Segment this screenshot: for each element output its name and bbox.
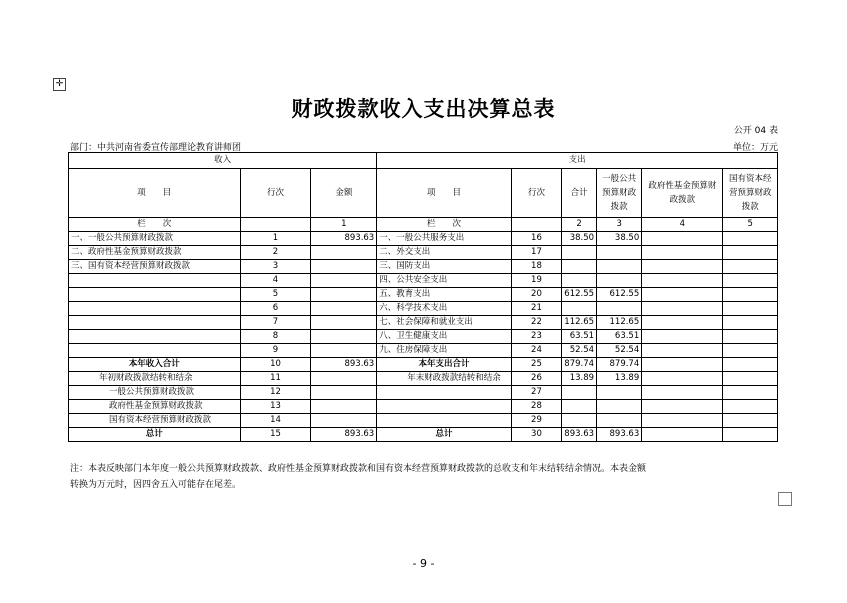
income-line-no-cell: 4 [240,274,311,288]
expense-item-cell: 年末财政拨款结转和结余 [377,372,512,386]
expense-state-capital-cell [723,400,778,414]
table-row [69,344,778,358]
expense-state-capital-cell [723,288,778,302]
section-header-row [69,153,778,169]
expense-line-no-cell: 25 [511,358,561,372]
expense-state-capital-cell [723,372,778,386]
income-amount-cell: 893.63 [311,358,377,372]
expense-total-cell [562,246,597,260]
table-row [69,316,778,330]
page-title: 财政拨款收入支出决算总表 [291,96,556,121]
expense-item-cell: 本年支出合计 [377,358,512,372]
column-number-cell: 2 [562,218,597,232]
income-item-cell [69,274,241,288]
expense-line-no-cell: 21 [511,302,561,316]
table-row [69,372,778,386]
expense-line-no-cell: 27 [511,386,561,400]
expense-total-cell: 112.65 [562,316,597,330]
expense-state-capital-cell [723,316,778,330]
header-line-no: 行次 [240,169,311,218]
column-header-row [69,169,778,218]
table-row [69,386,778,400]
table-move-handle-icon[interactable]: ✛ [53,78,66,91]
department-label: 部门：中共河南省委宣传部理论教育讲师团 [70,143,242,153]
table-row [69,302,778,316]
column-number-cell: 栏 次 [377,218,512,232]
expense-general-budget-cell [597,302,642,316]
income-item-cell: 本年收入合计 [69,358,241,372]
expense-state-capital-cell [723,428,778,442]
income-item-cell: 一般公共预算财政拨款 [69,386,241,400]
income-line-no-cell: 6 [240,302,311,316]
expense-general-budget-cell: 893.63 [597,428,642,442]
expense-state-capital-cell [723,344,778,358]
expense-general-budget-cell: 52.54 [597,344,642,358]
expense-gov-fund-cell [642,400,723,414]
expense-line-no-cell: 20 [511,288,561,302]
expense-line-no-cell: 28 [511,400,561,414]
expense-general-budget-cell: 879.74 [597,358,642,372]
income-line-no-cell: 14 [240,414,311,428]
table-row [69,288,778,302]
header-total: 合计 [562,169,597,218]
column-number-cell: 栏 次 [69,218,241,232]
income-amount-cell: 893.63 [311,428,377,442]
income-item-cell: 年初财政拨款结转和结余 [69,372,241,386]
unit-label: 单位：万元 [732,143,778,153]
table-row [69,428,778,442]
table-row [69,260,778,274]
page-corner-marker [778,492,792,506]
expense-gov-fund-cell [642,316,723,330]
column-number-cell: 1 [311,218,377,232]
income-amount-cell [311,316,377,330]
expense-general-budget-cell [597,246,642,260]
expense-total-cell: 13.89 [562,372,597,386]
income-amount-cell [311,246,377,260]
header-general-budget: 一般公共预算财政拨款 [597,169,642,218]
table-row [69,414,778,428]
income-section-header: 收入 [69,153,377,169]
expense-line-no-cell: 29 [511,414,561,428]
income-amount-cell [311,288,377,302]
income-amount-cell [311,260,377,274]
expense-total-cell [562,274,597,288]
income-amount-cell: 893.63 [311,232,377,246]
header-item: 项 目 [69,169,241,218]
expense-total-cell [562,386,597,400]
expense-gov-fund-cell [642,386,723,400]
header-line-no-expense: 行次 [511,169,561,218]
income-line-no-cell: 10 [240,358,311,372]
expense-total-cell: 879.74 [562,358,597,372]
income-item-cell: 国有资本经营预算财政拨款 [69,414,241,428]
income-amount-cell [311,400,377,414]
income-amount-cell [311,414,377,428]
income-line-no-cell: 11 [240,372,311,386]
expense-gov-fund-cell [642,344,723,358]
expense-line-no-cell: 24 [511,344,561,358]
expense-total-cell [562,400,597,414]
expense-general-budget-cell [597,386,642,400]
expense-item-cell: 八、卫生健康支出 [377,330,512,344]
expense-item-cell [377,386,512,400]
expense-total-cell [562,414,597,428]
expense-state-capital-cell [723,274,778,288]
note-line-1: 注：本表反映部门本年度一般公共预算财政拨款、政府性基金预算财政拨款和国有资本经营预算财政拨款的总收支和年末结转结余情况。本表金额 [70,464,647,474]
expense-item-cell: 六、科学技术支出 [377,302,512,316]
income-item-cell [69,330,241,344]
column-number-cell: 3 [597,218,642,232]
expense-state-capital-cell [723,330,778,344]
expense-item-cell: 七、社会保障和就业支出 [377,316,512,330]
expense-item-cell: 四、公共安全支出 [377,274,512,288]
expense-total-cell: 38.50 [562,232,597,246]
finance-summary-table [68,152,778,442]
income-amount-cell [311,344,377,358]
income-item-cell [69,316,241,330]
column-number-cell [240,218,311,232]
income-line-no-cell: 9 [240,344,311,358]
table-code: 公开 04 表 [733,126,778,136]
expense-state-capital-cell [723,414,778,428]
income-item-cell: 政府性基金预算财政拨款 [69,400,241,414]
income-amount-cell [311,386,377,400]
expense-state-capital-cell [723,260,778,274]
expense-gov-fund-cell [642,288,723,302]
header-gov-fund: 政府性基金预算财政拨款 [642,169,723,218]
income-line-no-cell: 1 [240,232,311,246]
expense-total-cell: 612.55 [562,288,597,302]
expense-total-cell [562,260,597,274]
column-number-row [69,218,778,232]
expense-gov-fund-cell [642,358,723,372]
note-line-2: 转换为万元时，因四舍五入可能存在尾差。 [70,480,242,490]
expense-line-no-cell: 18 [511,260,561,274]
expense-gov-fund-cell [642,232,723,246]
expense-general-budget-cell [597,274,642,288]
income-line-no-cell: 12 [240,386,311,400]
expense-line-no-cell: 16 [511,232,561,246]
expense-line-no-cell: 23 [511,330,561,344]
income-amount-cell [311,274,377,288]
income-amount-cell [311,330,377,344]
income-line-no-cell: 2 [240,246,311,260]
income-amount-cell [311,372,377,386]
income-item-cell: 二、政府性基金预算财政拨款 [69,246,241,260]
expense-item-cell: 三、国防支出 [377,260,512,274]
income-item-cell: 一、一般公共预算财政拨款 [69,232,241,246]
table-row [69,274,778,288]
expense-general-budget-cell: 13.89 [597,372,642,386]
expense-gov-fund-cell [642,330,723,344]
table-note [70,461,750,493]
expense-general-budget-cell [597,400,642,414]
expense-state-capital-cell [723,386,778,400]
expense-state-capital-cell [723,246,778,260]
income-item-cell: 三、国有资本经营预算财政拨款 [69,260,241,274]
income-item-cell: 总计 [69,428,241,442]
expense-item-cell: 二、外交支出 [377,246,512,260]
income-line-no-cell: 3 [240,260,311,274]
income-item-cell [69,302,241,316]
income-amount-cell [311,302,377,316]
page-number: - 9 - [412,557,435,570]
income-line-no-cell: 13 [240,400,311,414]
expense-item-cell: 总计 [377,428,512,442]
expense-gov-fund-cell [642,274,723,288]
column-number-cell [511,218,561,232]
expense-line-no-cell: 22 [511,316,561,330]
expense-general-budget-cell: 612.55 [597,288,642,302]
table-row [69,246,778,260]
expense-gov-fund-cell [642,302,723,316]
expense-gov-fund-cell [642,372,723,386]
expense-item-cell: 九、住房保障支出 [377,344,512,358]
column-number-cell: 4 [642,218,723,232]
header-state-capital: 国有资本经营预算财政拨款 [723,169,778,218]
expense-item-cell [377,400,512,414]
expense-gov-fund-cell [642,414,723,428]
expense-line-no-cell: 17 [511,246,561,260]
expense-item-cell [377,414,512,428]
expense-total-cell: 52.54 [562,344,597,358]
income-line-no-cell: 8 [240,330,311,344]
income-item-cell [69,288,241,302]
table-row [69,232,778,246]
expense-total-cell: 893.63 [562,428,597,442]
expense-general-budget-cell [597,260,642,274]
expense-general-budget-cell: 112.65 [597,316,642,330]
expense-general-budget-cell: 63.51 [597,330,642,344]
header-amount: 金额 [311,169,377,218]
expense-section-header: 支出 [377,153,778,169]
income-line-no-cell: 7 [240,316,311,330]
column-number-cell: 5 [723,218,778,232]
table-row [69,358,778,372]
header-item-expense: 项 目 [377,169,512,218]
expense-item-cell: 五、教育支出 [377,288,512,302]
expense-general-budget-cell: 38.50 [597,232,642,246]
expense-state-capital-cell [723,302,778,316]
expense-line-no-cell: 30 [511,428,561,442]
expense-state-capital-cell [723,358,778,372]
income-line-no-cell: 15 [240,428,311,442]
income-item-cell [69,344,241,358]
expense-total-cell: 63.51 [562,330,597,344]
expense-gov-fund-cell [642,428,723,442]
expense-general-budget-cell [597,414,642,428]
expense-line-no-cell: 26 [511,372,561,386]
expense-total-cell [562,302,597,316]
table-row [69,400,778,414]
expense-item-cell: 一、一般公共服务支出 [377,232,512,246]
expense-gov-fund-cell [642,260,723,274]
income-line-no-cell: 5 [240,288,311,302]
expense-gov-fund-cell [642,246,723,260]
expense-line-no-cell: 19 [511,274,561,288]
expense-state-capital-cell [723,232,778,246]
table-row [69,330,778,344]
